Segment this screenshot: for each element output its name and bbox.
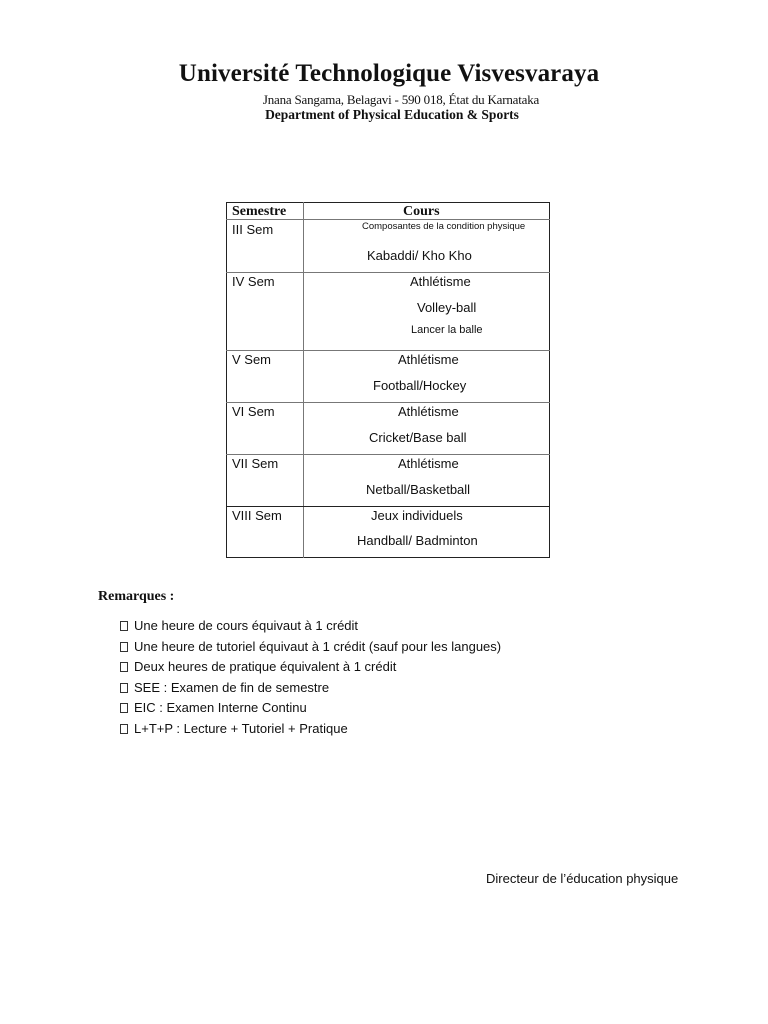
table-cell-course: Handball/ Badminton (357, 533, 478, 548)
remark-item (120, 721, 348, 736)
signature-line: Directeur de l’éducation physique (486, 871, 679, 886)
remark-item (120, 659, 396, 674)
department-name: Department of Physical Education & Sports (265, 107, 519, 122)
table-cell-semester: VII Sem (232, 456, 279, 471)
table-header-courses: Cours (403, 204, 440, 219)
table-cell-course: Cricket/Base ball (369, 430, 467, 445)
table-cell-course: Composantes de la condition physique (362, 221, 526, 232)
table-cell-semester: III Sem (232, 222, 274, 237)
remark-text: Une heure de tutoriel équivaut à 1 crédit (sauf pour les langues) (134, 639, 502, 654)
remark-text: EIC : Examen Interne Continu (134, 700, 307, 715)
table-cell-course: Jeux individuels (371, 508, 463, 523)
remarks-heading: Remarques : (98, 589, 175, 604)
remark-item (120, 618, 358, 633)
table-cell-course: Netball/Basketball (366, 482, 471, 497)
remark-text: SEE : Examen de fin de semestre (134, 680, 330, 695)
table-cell-course: Lancer la balle (411, 324, 483, 336)
remark-text: Deux heures de pratique équivalent à 1 crédit (134, 659, 397, 674)
table-row-divider (226, 454, 550, 455)
table-cell-course: Football/Hockey (373, 378, 467, 393)
bullet-box-icon (120, 642, 128, 652)
table-row-divider (226, 506, 550, 507)
table-cell-semester: VI Sem (232, 404, 275, 419)
table-cell-course: Volley-ball (417, 300, 477, 315)
table-cell-course: Athlétisme (398, 404, 459, 419)
table-row-divider (226, 402, 550, 403)
table-cell-course: Athlétisme (410, 274, 471, 289)
table-cell-course: Kabaddi/ Kho Kho (367, 248, 472, 263)
bullet-box-icon (120, 703, 128, 713)
table-cell-course: Athlétisme (398, 456, 459, 471)
university-address: Jnana Sangama, Belagavi - 590 018, État du Karnataka (262, 92, 540, 107)
bullet-box-icon (120, 621, 128, 631)
remark-item (120, 639, 501, 654)
remark-text: L+T+P : Lecture + Tutoriel + Pratique (134, 721, 348, 736)
table-row-divider (226, 350, 550, 351)
bullet-box-icon (120, 662, 128, 672)
table-row-divider (226, 272, 550, 273)
table-cell-semester: IV Sem (232, 274, 275, 289)
table-cell-semester: VIII Sem (232, 508, 282, 523)
table-cell-course: Athlétisme (398, 352, 459, 367)
remark-text: Une heure de cours équivaut à 1 crédit (134, 618, 359, 633)
university-title: Université Technologique Visvesvaraya (178, 60, 600, 87)
remark-item (120, 680, 329, 695)
bullet-box-icon (120, 724, 128, 734)
table-column-divider (303, 202, 304, 558)
table-cell-semester: V Sem (232, 352, 272, 367)
remark-item (120, 700, 307, 715)
bullet-box-icon (120, 683, 128, 693)
table-header-semester: Semestre (232, 204, 287, 219)
